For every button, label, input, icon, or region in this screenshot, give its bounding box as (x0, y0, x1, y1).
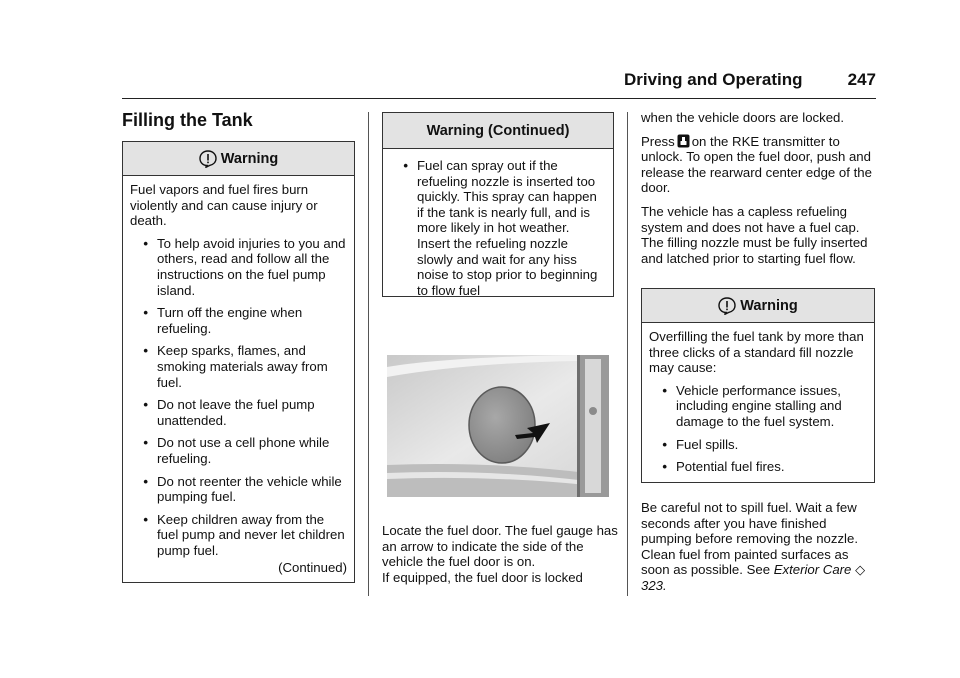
list-item-text: Do not leave the fuel pump unattended. (157, 397, 315, 428)
header-section: Driving and Operating (624, 70, 803, 89)
fuel-door-lock-text: If equipped, the fuel door is locked (382, 569, 583, 585)
list-item-text: Fuel spills. (676, 436, 739, 452)
warning-intro: Fuel vapors and fuel fires burn violently and can cause injury or death. (130, 182, 318, 229)
bullet-dot: • (662, 436, 667, 452)
door-pillar-inner (585, 359, 601, 493)
warning-heading: Warning (Continued) (426, 122, 570, 139)
bullet-dot: • (662, 382, 667, 398)
list-item (130, 435, 347, 466)
list-item (130, 305, 347, 336)
list-item (130, 474, 347, 505)
warning-heading: Warning (220, 150, 279, 167)
warning-intro: Overfilling the fuel tank by more than three clicks of a standard fill nozzle may cause: (649, 329, 864, 376)
rke-instruction: on the RKE transmitter to unlock. To open the fuel door, push and release the rearward center edge of the door. (641, 133, 872, 196)
paragraph-rke (641, 134, 877, 196)
bullet-dot: • (143, 305, 148, 321)
illustration-caption: Locate the fuel door. The fuel gauge has an arrow to indicate the side of the vehicle the fuel door is on. (382, 523, 618, 570)
warning-header (383, 113, 613, 149)
warning-heading: Warning (740, 297, 798, 314)
list-item-text: To help avoid injuries to you and others, read and follow all the instructions on the fuel pump island. (157, 235, 346, 298)
list-item-text: Keep children away from the fuel pump and never let children pump fuel. (157, 511, 345, 558)
list-item (130, 397, 347, 428)
list-item (130, 343, 347, 390)
bullet-dot: • (143, 473, 148, 489)
bullet-dot: • (143, 343, 148, 359)
warning-body (642, 323, 874, 479)
fuel-door (469, 387, 535, 463)
paragraph-doors-locked: when the vehicle doors are locked. (641, 110, 845, 125)
list-item (649, 383, 867, 430)
section-title: Filling the Tank (122, 110, 253, 130)
warning-box-continued (382, 112, 614, 297)
warning-box-fuel-vapors (122, 141, 355, 583)
right-column-text (641, 110, 877, 274)
cross-reference-page[interactable]: 323. (641, 577, 667, 593)
door-seam (577, 355, 580, 497)
press-label: Press (641, 133, 675, 149)
list-item (130, 236, 347, 298)
column-divider-left (368, 112, 369, 596)
closing-text: Be careful not to spill fuel. Wait a few seconds after you have finished pumping before removing the nozzle. Clean fuel from painted surfaces as soon as possible. See (641, 500, 858, 578)
warning-body (383, 149, 613, 302)
cross-reference-link[interactable]: Exterior Care (773, 562, 852, 578)
warning-body (123, 176, 354, 580)
list-item (130, 512, 347, 559)
bullet-dot: • (143, 397, 148, 413)
bullet-dot: • (143, 235, 148, 251)
warning-header (123, 142, 354, 176)
list-item (649, 437, 867, 453)
warning-symbol-icon (718, 297, 736, 315)
header-rule (122, 98, 876, 99)
list-item-text: Vehicle performance issues, including engine stalling and damage to the fuel system. (676, 382, 842, 429)
list-item-text: Potential fuel fires. (676, 459, 785, 475)
list-item-text: Fuel can spray out if the refueling nozzle is inserted too quickly. This spray can happen if the tank is nearly full, and is more likely in hot weather. Insert the refueling nozzle slowly and wait for any hiss noise to stop prior to beginning to flow fuel (417, 158, 598, 298)
warning-symbol-icon (199, 150, 217, 168)
list-item (390, 158, 606, 298)
warning-box-overfill (641, 288, 875, 483)
list-item-text: Do not use a cell phone while refueling. (157, 435, 330, 466)
closing-paragraph (641, 500, 877, 594)
bullet-dot: • (662, 459, 667, 475)
middle-column-text (382, 523, 622, 585)
list-item-text: Do not reenter the vehicle while pumping fuel. (157, 473, 342, 505)
page-reference-icon: ◇ (855, 562, 866, 578)
door-latch (589, 407, 597, 415)
fuel-door-illustration (387, 355, 609, 497)
bullet-dot: • (143, 435, 148, 451)
list-item-text: Keep sparks, flames, and smoking materials away from fuel. (157, 343, 328, 390)
column-divider-right (627, 112, 628, 596)
page-number: 247 (847, 70, 876, 89)
list-item-text: Turn off the engine when refueling. (157, 305, 303, 336)
list-item (649, 459, 867, 475)
continued-label: (Continued) (278, 560, 347, 576)
warning-header (642, 289, 874, 323)
paragraph-capless: The vehicle has a capless refueling system and does not have a fuel cap. The filling nozzle must be fully inserted and latched prior to starting fuel flow. (641, 203, 868, 266)
key-fob-unlock-icon (677, 134, 690, 148)
bullet-dot: • (143, 511, 148, 527)
bullet-dot: • (403, 158, 408, 173)
